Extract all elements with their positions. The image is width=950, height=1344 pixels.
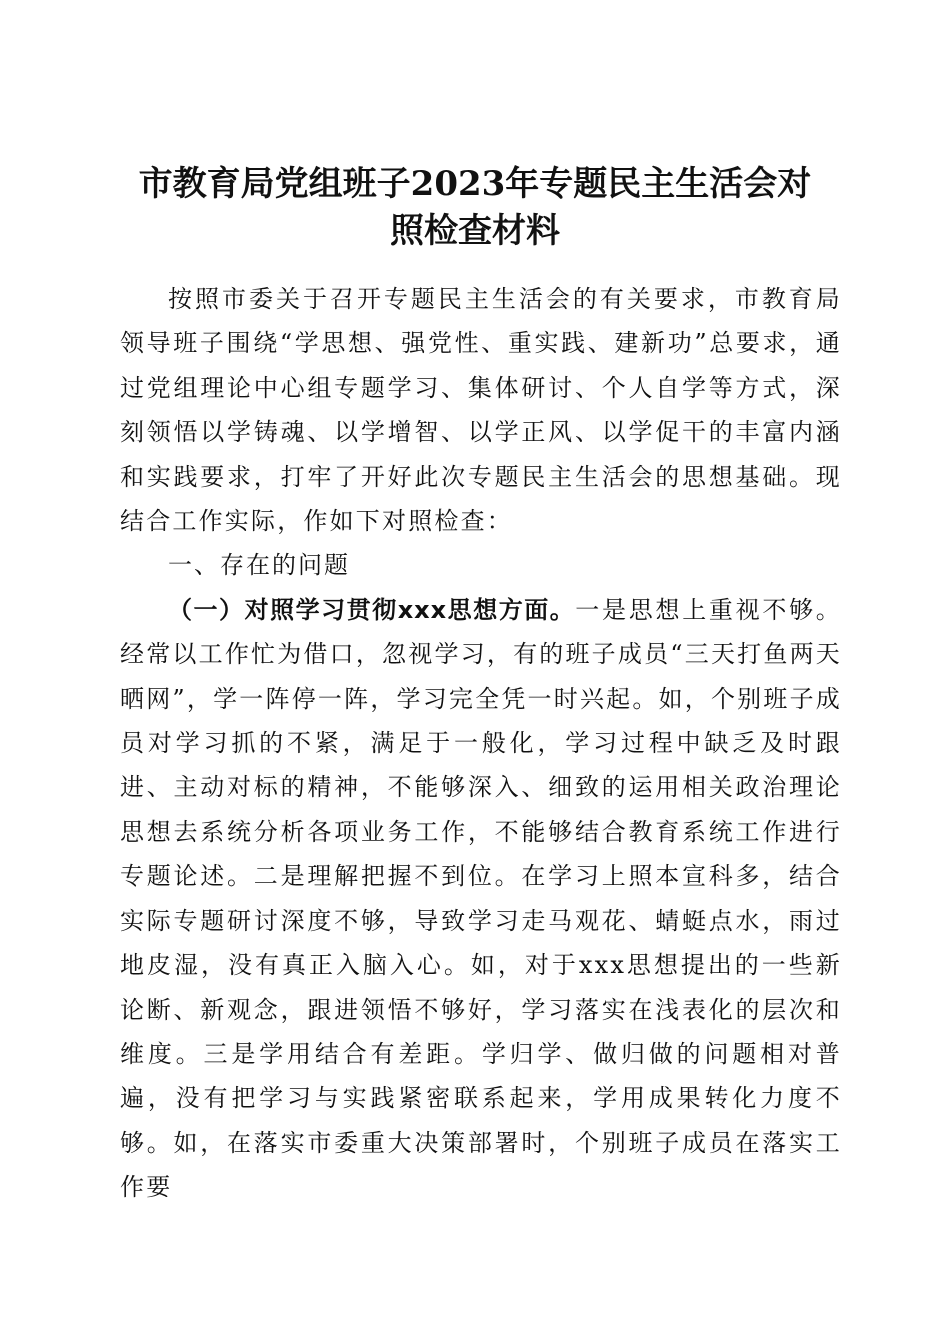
subsection-body: 一是思想上重视不够。经常以工作忙为借口，忽视学习，有的班子成员“三天打鱼两天晒网”，学一阵停一阵，学习完全凭一时兴起。如，个别班子成员对学习抓的不紧，满足于一般化，学习过程中缺乏及时跟进、主动对标的精神，不能够深入、细致的运用相关政治理论思想去系统分析各项业务工作，不能够结合教育系统工作进行专题论述。二是理解把握不到位。在学习上照本宣科多，结合实际专题研讨深度不够，导致学习走马观花、蜻蜓点水，雨过地皮湿，没有真正入脑入心。如，对于xxx思想提出的一些新论断、新观念，跟进领悟不够好，学习落实在浅表化的层次和维度。三是学用结合有差距。学归学、做归做的问题相对普遍，没有把学习与实践紧密联系起来，学用成果转化力度不够。如，在落实市委重大决策部署时，个别班子成员在落实工作要	[120, 595, 843, 1202]
section-heading: 一、存在的问题	[168, 551, 350, 580]
title-line-1: 市教育局党组班子2023年专题民主生活会对	[138, 163, 812, 204]
title-line-2: 照检查材料	[390, 210, 560, 251]
document-title	[90, 161, 860, 255]
document-body	[120, 277, 842, 1210]
intro-paragraph: 按照市委关于召开专题民主生活会的有关要求，市教育局领导班子围绕“学思想、强党性、重实践、建新功”总要求，通过党组理论中心组专题学习、集体研讨、个人自学等方式，深刻领悟以学铸魂、以学增智、以学正风、以学促干的丰富内涵和实践要求，打牢了开好此次专题民主生活会的思想基础。现结合工作实际，作如下对照检查：	[120, 285, 842, 536]
subsection-paragraph	[120, 588, 842, 1210]
subsection-lead: （一）对照学习贯彻xxx思想方面。	[168, 595, 576, 624]
